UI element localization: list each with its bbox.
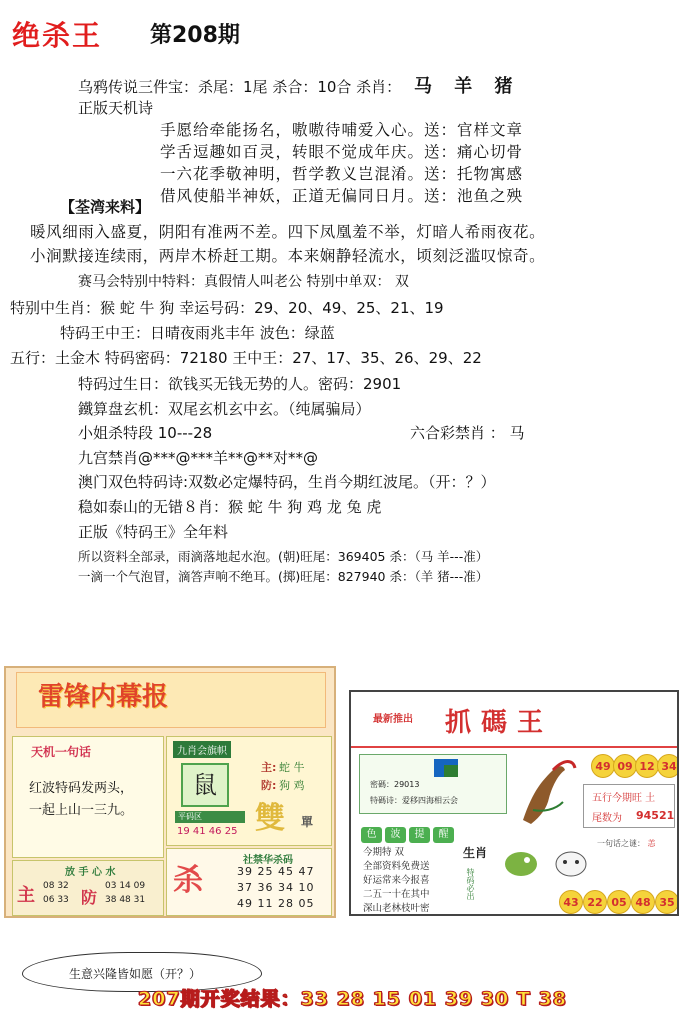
treasure-animals: 马 羊 猪 (413, 76, 521, 97)
zhuama-small-title: 最新推出 (373, 714, 413, 725)
zhuama-header (351, 692, 677, 748)
tail-label: 尾数为 (592, 813, 622, 824)
sha-char: 杀 (173, 863, 203, 898)
nine-palace-line: 九宫禁肖@***@***羊**@**对**@ (78, 449, 319, 467)
five-elements-text: 五行今期旺 土 (592, 793, 656, 804)
source-line-1: 暖风细雨入盛夏，阴阳有准两不差。四下凤凰羞不举，灯暗人希雨夜花。 (30, 223, 546, 241)
bottom-ball-5: 35 (655, 890, 679, 914)
source-title: 【荃湾来料】 (60, 198, 151, 216)
zhu-nums-1: 08 32 (43, 881, 69, 891)
list-line-2: 好运常来今报喜 (363, 875, 430, 886)
steady-line: 稳如泰山的无错８肖：猴 蛇 牛 狗 鸡 龙 兔 虎 (78, 498, 382, 516)
code-line: 密碼：29013 (370, 780, 420, 789)
shengxiao-label: 生肖 (463, 846, 488, 860)
main-key: 主: (261, 761, 277, 774)
birthday-line: 特码过生日：欲钱买无钱无势的人。密码：2901 (78, 375, 402, 393)
poem-line-2: 学舌逗趣如百灵，转眼不觉成年庆。送：痛心切骨 (160, 143, 524, 161)
zhuama-title: 抓碼王 (445, 708, 554, 738)
top-ball-1: 49 (591, 754, 615, 778)
fang-key: 防: (261, 779, 277, 792)
tag-4: 醒 (433, 827, 454, 843)
phoenix-icon (513, 750, 579, 830)
horse-club-line: 赛马会特别中特料：真假情人叫老公 特别中单双： 双 (78, 274, 409, 290)
list-line-1: 全部资料免费送 (363, 861, 430, 872)
bottom-ball-2: 22 (583, 890, 607, 914)
poem-line-4: 借风使船半神妖，正道无偏同日月。送：池鱼之殃 (160, 187, 524, 205)
annual-line: 正版《特码王》全年料 (78, 523, 229, 541)
zodiac-line: 特别中生肖：猴 蛇 牛 狗 幸运号码：29、20、49、25、21、19 (10, 299, 444, 317)
sha-row-1: 39 25 45 47 (237, 865, 315, 878)
tag-2: 波 (385, 827, 406, 843)
treasure-line (78, 72, 521, 98)
sky-phrase-line-2: 一起上山一三九。 (29, 803, 134, 818)
riddle-label (597, 838, 656, 849)
zodiac-box-title: 九肖会旗帜 (173, 741, 231, 758)
tag-1: 色 (361, 827, 382, 843)
bottom-ball-3: 05 (607, 890, 631, 914)
top-ball-2: 09 (613, 754, 637, 778)
heart-box (12, 860, 164, 916)
bottom-ball-1: 43 (559, 890, 583, 914)
fang-char: 防 (81, 888, 98, 907)
sky-phrase-box (12, 736, 164, 858)
draw-result: 207期开奖结果：33 28 15 01 39 30 T 38 (138, 988, 568, 1010)
heart-title: 放 手 心 水 (65, 867, 116, 878)
poem-title: 正版天机诗 (78, 99, 154, 117)
district-numbers: 19 41 46 25 (177, 826, 238, 837)
sha-box (166, 848, 332, 916)
note-line-1: 所以资料全部录，雨滴落地起水泡。(朝)旺尾：369405 杀：（马 羊---准） (78, 549, 489, 564)
zhu-char: 主 (17, 885, 35, 906)
poem-line-3: 一六花季敬神明，哲学教义岂混淆。送：托物寓感 (160, 165, 524, 183)
double-char: 雙 (255, 801, 285, 836)
bottom-ball-4: 48 (631, 890, 655, 914)
list-line-3: 二五一十在其中 (363, 889, 430, 900)
shengxiao-side-label: 特码必出 (466, 868, 475, 900)
tail-numbers: 94521 (636, 809, 675, 822)
tag-3: 提 (409, 827, 430, 843)
leifeng-title: 雷锋内幕报 (38, 682, 169, 712)
riddle-text: 一句话之谜： (597, 839, 645, 848)
fang-value: 狗 鸡 (279, 779, 305, 792)
poem-line-1: 手愿给牵能扬名，嗷嗷待哺爱入心。送：官样文章 (160, 121, 524, 139)
abacus-line: 鐵算盘玄机：双尾玄机玄中玄。（纯属骗局） (78, 400, 371, 418)
zodiac-box (166, 736, 332, 846)
code-box (359, 754, 507, 814)
list-line-4: 深山老林枝叶密 (363, 903, 430, 914)
district-bar: 平码区 (175, 811, 245, 823)
cloud-text: 生意兴隆皆如愿（开？） (69, 967, 202, 981)
list-head: 今期特 双 (363, 847, 405, 858)
miss-line: 小姐杀特段 10---28 (78, 424, 213, 442)
macau-line: 澳门双色特码诗:双数必定爆特码，生肖今期红波尾。（开：？） (78, 473, 496, 491)
main-value: 蛇 牛 (279, 761, 305, 774)
logo-accent-icon (444, 765, 458, 777)
issue-number: 第208期 (150, 23, 240, 48)
top-ball-3: 12 (635, 754, 659, 778)
sha-row-3: 49 11 28 05 (237, 897, 315, 910)
single-char: 單 (301, 815, 314, 829)
source-line-2: 小涧默接连续雨，两岸木桥赶工期。本来娴静轻流水，顷刻泛滥叹惊奇。 (30, 247, 546, 265)
zodiac-char: 鼠 (181, 763, 229, 807)
sky-phrase-line-1: 红波特码发两头， (29, 781, 134, 796)
treasure-text: 乌鸦传说三件宝：杀尾：1尾 杀合：10合 杀肖： (78, 78, 402, 96)
sky-phrase-title: 天机一句话 (31, 745, 92, 759)
top-ball-4: 34 (657, 754, 679, 778)
fang-nums-2: 38 48 31 (105, 895, 146, 905)
note-line-2: 一滴一个气泡冒，滴答声响不绝耳。(掷)旺尾：827940 杀：（羊 猪---准） (78, 569, 489, 584)
zhu-nums-2: 06 33 (43, 895, 69, 905)
riddle-answer: 恙 (647, 839, 656, 848)
five-elements-box (583, 784, 675, 828)
sha-row-2: 37 36 34 10 (237, 881, 315, 894)
fang-nums-1: 03 14 09 (105, 881, 146, 891)
king-line: 特码王中王：日晴夜雨兆丰年 波色：绿蓝 (60, 324, 335, 342)
sha-title: 社禁华杀码 (243, 855, 293, 866)
five-elements-line: 五行：土金木 特码密码：72180 王中王：27、17、35、26、29、22 (10, 349, 482, 367)
snake-icon (501, 844, 541, 880)
color-tags (361, 822, 457, 843)
leifeng-panel (4, 666, 336, 918)
liuhe-line: 六合彩禁肖 ： 马 (410, 424, 525, 442)
brand-title: 绝杀王 (12, 19, 103, 52)
zhuama-panel (349, 690, 679, 916)
code-poem: 特碼诗：爱移四海相云会 (370, 796, 458, 805)
cow-icon (551, 844, 591, 880)
